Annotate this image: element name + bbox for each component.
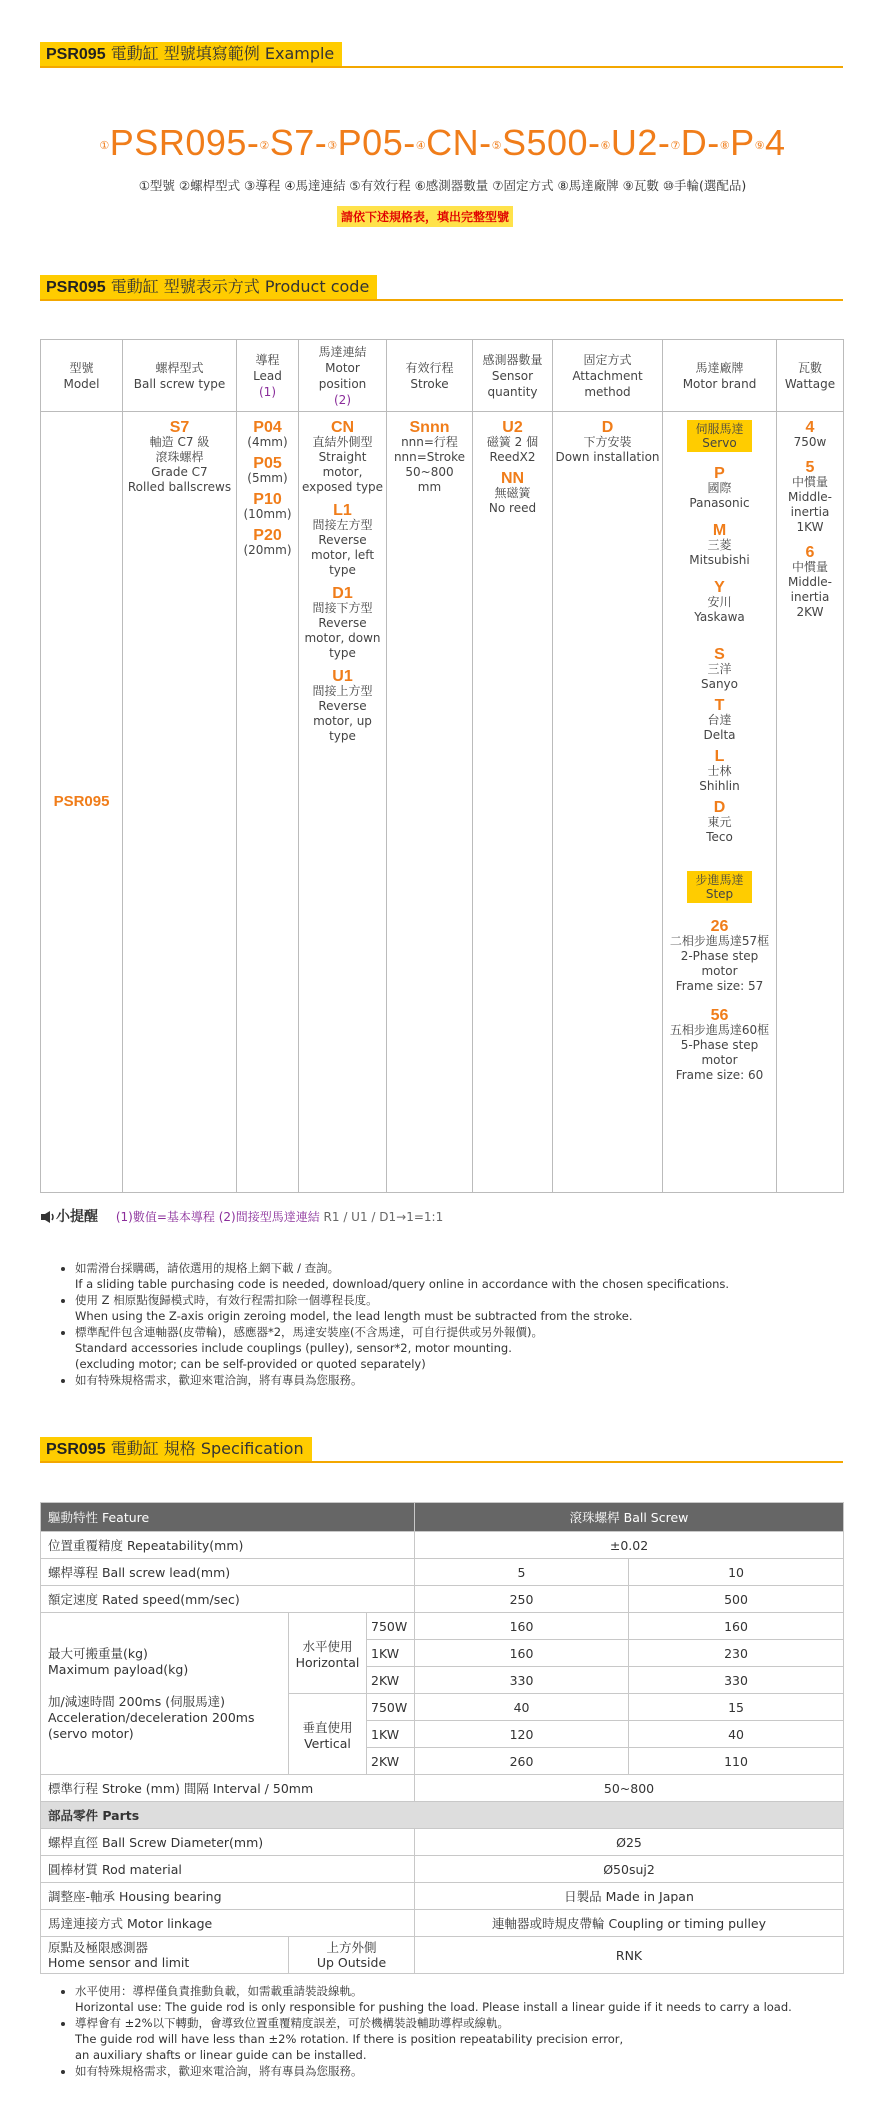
table-row: 2KW 260 110 xyxy=(41,1748,844,1775)
wattage-cell: 4 750w 5 中慣量 Middle-inertia 1KW 6 中慣量 Middle-inertia 2KW xyxy=(777,412,844,1193)
table-row: 圓棒材質 Rod material Ø50suj2 xyxy=(41,1856,844,1883)
model-cell: PSR095 xyxy=(41,412,123,1193)
col-attachment: 固定方式 Attachment method xyxy=(553,340,663,412)
section-example-header xyxy=(40,40,843,70)
list-item: • 使用 Z 相原點復歸模式時，有效行程需扣除一個導程長度。 When using the Z-axis origin zeroing model, the lead length must be subtracted from the stroke. xyxy=(75,1292,729,1324)
speaker-icon xyxy=(40,1210,56,1224)
table-row: 2KW 330 330 xyxy=(41,1667,844,1694)
col-motor-brand: 馬達廠牌 Motor brand xyxy=(663,340,777,412)
section-title: 電動缸 型號填寫範例 Example xyxy=(110,44,335,63)
servo-label: 伺服馬達 Servo xyxy=(687,420,751,452)
section-model: PSR095 xyxy=(46,46,106,63)
product-code-header-row xyxy=(41,340,844,412)
list-item: • 標準配件包含連軸器(皮帶輪)，感應器*2，馬達安裝座(不含馬達，可自行提供或另外報價)。 Standard accessories include couplings (pulley), sensor*2, motor mounting. (excluding motor; can be self-provided or quoted separately) xyxy=(75,1324,729,1372)
table-row: 最大可搬重量(kg) Maximum payload(kg) 加/減速時間 200ms (伺服馬達) Acceleration/deceleration 200ms (servo motor) 水平使用 Horizontal 750W 160 160 xyxy=(41,1613,844,1640)
table-row: 標準行程 Stroke (mm) 間隔 Interval / 50mm 50~800 xyxy=(41,1775,844,1802)
screw-cell: S7 軸造 C7 級 滾珠螺桿 Grade C7 Rolled ballscrews xyxy=(123,412,237,1193)
fill-notice: 請依下述規格表，填出完整型號 xyxy=(337,206,513,227)
section-title: 電動缸 規格 Specification xyxy=(110,1439,304,1458)
reminder xyxy=(40,1206,843,1226)
product-code-body-row xyxy=(41,412,844,1193)
col-sensor: 感測器數量 Sensor quantity xyxy=(473,340,553,412)
col-model: 型號 Model xyxy=(41,340,123,412)
table-row: 位置重覆精度 Repeatability(mm) ±0.02 xyxy=(41,1532,844,1559)
table-row: 部品零件 Parts xyxy=(41,1802,844,1829)
table-row: 1KW 160 230 xyxy=(41,1640,844,1667)
notes-list-1 xyxy=(55,1260,729,1388)
list-item: • 水平使用：導桿僅負責推動負載，如需載重請裝設線軌。 Horizontal use: The guide rod is only responsible for pushing the load. Please install a linear guide if it needs to carry a load. xyxy=(75,1983,792,2015)
section-model: PSR095 xyxy=(46,279,106,296)
section-spec-header xyxy=(40,1435,843,1465)
table-row: 1KW 120 40 xyxy=(41,1721,844,1748)
attachment-cell: D 下方安裝 Down installation xyxy=(553,412,663,1193)
motor-brand-cell: 伺服馬達 Servo P 國際 Panasonic M 三菱 Mitsubishi Y 安川 Yaskawa S 三洋 Sanyo T 台達 Delta L 士林 Shihlin D 東元 Teco 步進馬達 Step 26 二相步進馬達57框 2-Phase step motor Frame size: 57 56 五相步進馬達60框 5-Phase step motor Frame size: 60 xyxy=(663,412,777,1193)
example-model-code: ①PSR095-②S7-③P05-④CN-⑤S500-⑥U2-⑦D-⑧P⑨4 xyxy=(99,122,786,163)
table-row: 驅動特性 Feature 滾珠螺桿 Ball Screw xyxy=(41,1503,844,1532)
table-row: 調整座-軸承 Housing bearing 日製品 Made in Japan xyxy=(41,1883,844,1910)
col-wattage: 瓦數 Wattage xyxy=(777,340,844,412)
section-model: PSR095 xyxy=(46,1441,106,1458)
reminder-note-1: (1)數值=基本導程 (2)間接型馬達連結 xyxy=(115,1210,320,1224)
col-motor-position: 馬達連結 Motor position (2) xyxy=(299,340,387,412)
lead-cell: P04 (4mm) P05 (5mm) P10 (10mm) P20 (20mm) xyxy=(237,412,299,1193)
list-item: • 如有特殊規格需求，歡迎來電洽詢，將有專員為您服務。 xyxy=(75,2063,792,2079)
product-code-table xyxy=(40,339,844,1193)
list-item: • 導桿會有 ±2%以下轉動，會導致位置重覆精度誤差，可於機構裝設輔助導桿或線軌。 The guide rod will have less than ±2% rotation. If there is position repeatability precision error, an auxiliary shafts or linear guide can be installed. xyxy=(75,2015,792,2063)
col-screw: 螺桿型式 Ball screw type xyxy=(123,340,237,412)
motor-position-cell: CN 直結外側型 Straight motor, exposed type L1 間接左方型 Reverse motor, left type D1 間接下方型 Reverse motor, down type U1 間接上方型 Reverse motor, up type xyxy=(299,412,387,1193)
table-row: 原點及極限感測器 Home sensor and limit 上方外側 Up Outside RNK xyxy=(41,1937,844,1974)
step-label: 步進馬達 Step xyxy=(687,871,751,903)
section-title: 電動缸 型號表示方式 Product code xyxy=(110,277,370,296)
list-item: • 如有特殊規格需求，歡迎來電洽詢，將有專員為您服務。 xyxy=(75,1372,729,1388)
table-row: 螺桿導程 Ball screw lead(mm) 5 10 xyxy=(41,1559,844,1586)
section-product-code-header xyxy=(40,273,843,303)
table-row: 馬達連接方式 Motor linkage 連軸器或時規皮帶輪 Coupling or timing pulley xyxy=(41,1910,844,1937)
list-item: • 如需滑台採購碼，請依選用的規格上網下載 / 查詢。 If a sliding table purchasing code is needed, download/query online in accordance with the chosen specifications. xyxy=(75,1260,729,1292)
sensor-cell: U2 磁簧 2 個 ReedX2 NN 無磁簧 No reed xyxy=(473,412,553,1193)
notes-list-2 xyxy=(55,1983,792,2079)
reminder-note-2: R1 / U1 / D1→1=1:1 xyxy=(323,1210,444,1224)
col-lead: 導程 Lead (1) xyxy=(237,340,299,412)
reminder-title: 小提醒 xyxy=(56,1209,98,1225)
stroke-cell: Snnn nnn=行程 nnn=Stroke 50~800 mm xyxy=(387,412,473,1193)
table-row: 垂直使用 Vertical 750W 40 15 xyxy=(41,1694,844,1721)
spec-table xyxy=(40,1502,844,1974)
col-stroke: 有效行程 Stroke xyxy=(387,340,473,412)
table-row: 螺桿直徑 Ball Screw Diameter(mm) Ø25 xyxy=(41,1829,844,1856)
table-row: 額定速度 Rated speed(mm/sec) 250 500 xyxy=(41,1586,844,1613)
example-legend: ①型號 ②螺桿型式 ③導程 ④馬達連結 ⑤有效行程 ⑥感測器數量 ⑦固定方式 ⑧馬達廠牌 ⑨瓦數 ⑩手輪(選配品) xyxy=(138,178,747,193)
